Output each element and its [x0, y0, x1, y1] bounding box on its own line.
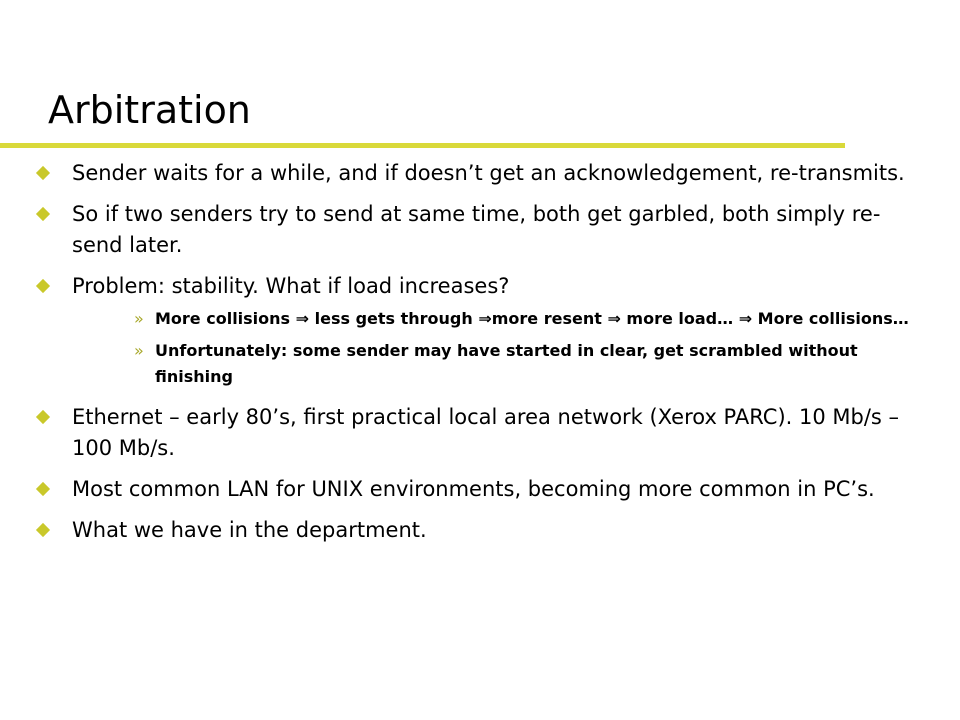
sub-bullet-marker: »	[134, 341, 144, 360]
bullet-list	[30, 158, 930, 556]
sub-bullet-marker: »	[134, 309, 144, 328]
sub-bullet-text: Unfortunately: some sender may have started in clear, get scrambled without finishing	[155, 341, 858, 386]
bullet-text: So if two senders try to send at same time, both get garbled, both simply re-send later.	[72, 202, 881, 257]
sub-bullet-text: More collisions ⇒ less gets through ⇒more resent ⇒ more load… ⇒ More collisions…	[155, 309, 909, 328]
bullet-text: Problem: stability. What if load increases?	[72, 274, 510, 298]
diamond-bullet-icon	[36, 166, 50, 180]
title-underline	[0, 143, 845, 148]
bullet-item	[30, 199, 930, 261]
sub-bullet-item	[30, 306, 930, 332]
diamond-bullet-icon	[36, 482, 50, 496]
bullet-item	[30, 271, 930, 302]
diamond-bullet-icon	[36, 410, 50, 424]
diamond-bullet-icon	[36, 523, 50, 537]
bullet-item	[30, 402, 930, 464]
bullet-item	[30, 515, 930, 546]
bullet-text: Ethernet – early 80’s, first practical local area network (Xerox PARC). 10 Mb/s – 100 Mb/s.	[72, 405, 900, 460]
bullet-text: Most common LAN for UNIX environments, becoming more common in PC’s.	[72, 477, 875, 501]
sub-bullet-item	[30, 338, 930, 390]
bullet-text: Sender waits for a while, and if doesn’t get an acknowledgement, re-transmits.	[72, 161, 905, 185]
diamond-bullet-icon	[36, 279, 50, 293]
bullet-item	[30, 158, 930, 189]
diamond-bullet-icon	[36, 207, 50, 221]
bullet-item	[30, 474, 930, 505]
bullet-text: What we have in the department.	[72, 518, 427, 542]
slide-title: Arbitration	[48, 88, 251, 132]
